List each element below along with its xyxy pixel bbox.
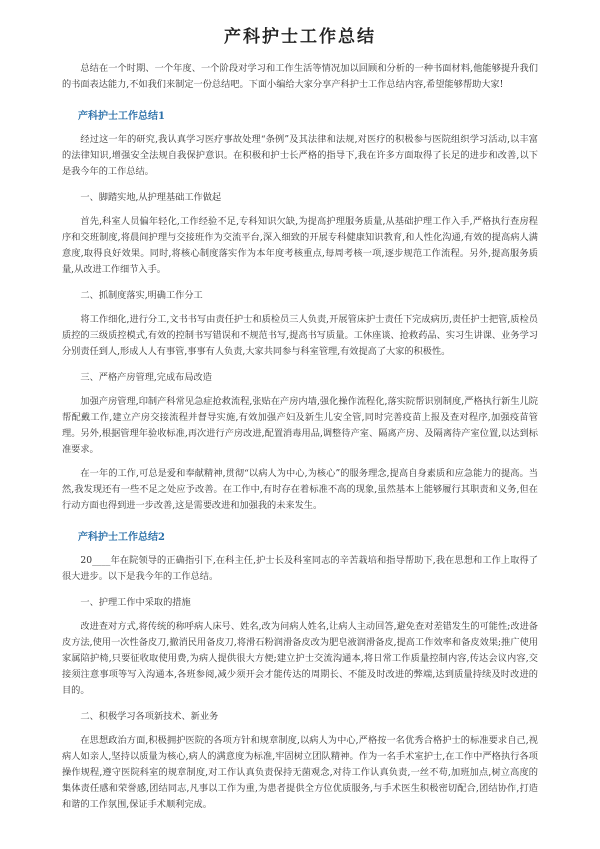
subheading: 二、抓制度落实,明确工作分工	[80, 290, 203, 301]
paragraph: 加强产房管理,印制产科常见急症抢救流程,张贴在产房内墙,强化操作流程化,落实院帮识别制度,严格执行新生儿院帮配戴工作,建立产房交接流程并督导实施,有效加强产妇及新生儿安全管,同时完善疫苗上报及查对程序,加强疫苗管理。另外,根据管理年验收标准,再次进行产房改进,配置消毒用品,调整待产室、隔离产房、及隔离待产室位置,以达到标准要求。	[62, 396, 538, 455]
paragraph: 经过这一年的研究,我认真学习医疗事故处理“条例”及其法律和法规,对医疗的积极参与医院组织学习活动,以丰富的法律知识,增强安全法规自我保护意识。在积极和护士长严格的指导下,我在许多方面取得了长足的进步和改善,以下是我今年的工作总结。	[62, 134, 538, 177]
subheading: 三、严格产房管理,完成布局改造	[80, 372, 212, 383]
paragraph: 将工作细化,进行分工,文书书写由责任护士和质检员三人负责,开展管床护士责任下完成病历,责任护士把管,质检员质控的三级质控模式,有效的控制书写错误和不规范书写,提高书写质量。工休座谈、抢救药品、实习生讲课、业务学习分别责任到人,形成人人有事管,事事有人负责,大家共同参与科室管理,有效提高了大家的积极性。	[62, 314, 538, 357]
subheading: 一、脚踏实地,从护理基础工作做起	[80, 192, 222, 203]
subheading: 二、积极学习各项新技术、新业务	[80, 711, 219, 722]
document-title: 产科护士工作总结	[224, 27, 376, 47]
paragraph: 改进查对方式,将传统的称呼病人床号、姓名,改为问病人姓名,让病人主动回答,避免查对差错发生的可能性;改进备皮方法,使用一次性备皮刀,撤消民用备皮刀,将滑石粉润滑备皮改为肥皂液润滑备皮,提高工作效率和备皮效果;推广使用家属陪护椅,只要征收取使用费,为病人提供很大方便;建立护士交流沟通本,将日常工作质量控制内容,传达会议内容,交接须注意事项等写入沟通本,各班参阅,减少须开会才能传达的周期长、不能及时改进的弊端,达到质量持续及时改进的目的。	[62, 621, 538, 696]
section-heading-1: 产科护士工作总结1	[78, 111, 165, 122]
paragraph: 20____年在院领导的正确指引下,在科主任,护士长及科室同志的辛苦栽培和指导帮助下,我在思想和工作上取得了很大进步。以下是我今年的工作总结。	[62, 555, 538, 582]
paragraph: 在思想政治方面,积极拥护医院的各项方针和规章制度,以病人为中心,严格按一名优秀合格护士的标准要求自己,视病人如亲人,坚持以质量为核心,病人的满意度为标准,牢固树立团队精神。作为一名手术室护士,在工作中严格执行各项操作规程,遵守医院科室的规章制度,对工作认真负责保持无菌观念,对待工作认真负责,一丝不苟,加班加点,树立高度的集体责任感和荣誉感,团结同志,凡事以工作为重,为患者提供全方位优质服务,与手术医生积极密切配合,团结协作,打造和谐的工作氛围,保证手术顺利完成。	[62, 735, 538, 810]
section-heading-2: 产科护士工作总结2	[78, 532, 165, 543]
subheading: 一、护理工作中采取的措施	[80, 597, 191, 608]
intro-paragraph: 总结在一个时期、一个年度、一个阶段对学习和工作生活等情况加以回顾和分析的一种书面材料,他能够提升我们的书面表达能力,不如我们来制定一份总结吧。下面小编给大家分享产科护士工作总结内容,希望能够帮助大家!	[62, 63, 538, 90]
paragraph: 在一年的工作,可总是爱和奉献精神,贯彻“以病人为中心,为核心”的服务理念,提高自身素质和应急能力的提高。当然,我发现还有一些不足之处应予改善。在工作中,有时存在着标准不高的现象,虽然基本上能够履行其职责和义务,但在行动方面也得到进一步改善,这是需要改进和加强我的未来发生。	[62, 468, 538, 511]
paragraph: 首先,科室人员偏年轻化,工作经验不足,专科知识欠缺,为提高护理服务质量,从基础护理工作入手,严格执行查房程序和交班制度,将晨间护理与交接班作为交流平台,深入细致的开展专科健康知识教育,和人性化沟通,有效的提高病人满意度,取得良好效果。同时,将核心制度落实作为本年度考核重点,每周考核一项,逐步规范工作流程。另外,提高服务质量,从改进工作细节入手。	[62, 216, 538, 275]
